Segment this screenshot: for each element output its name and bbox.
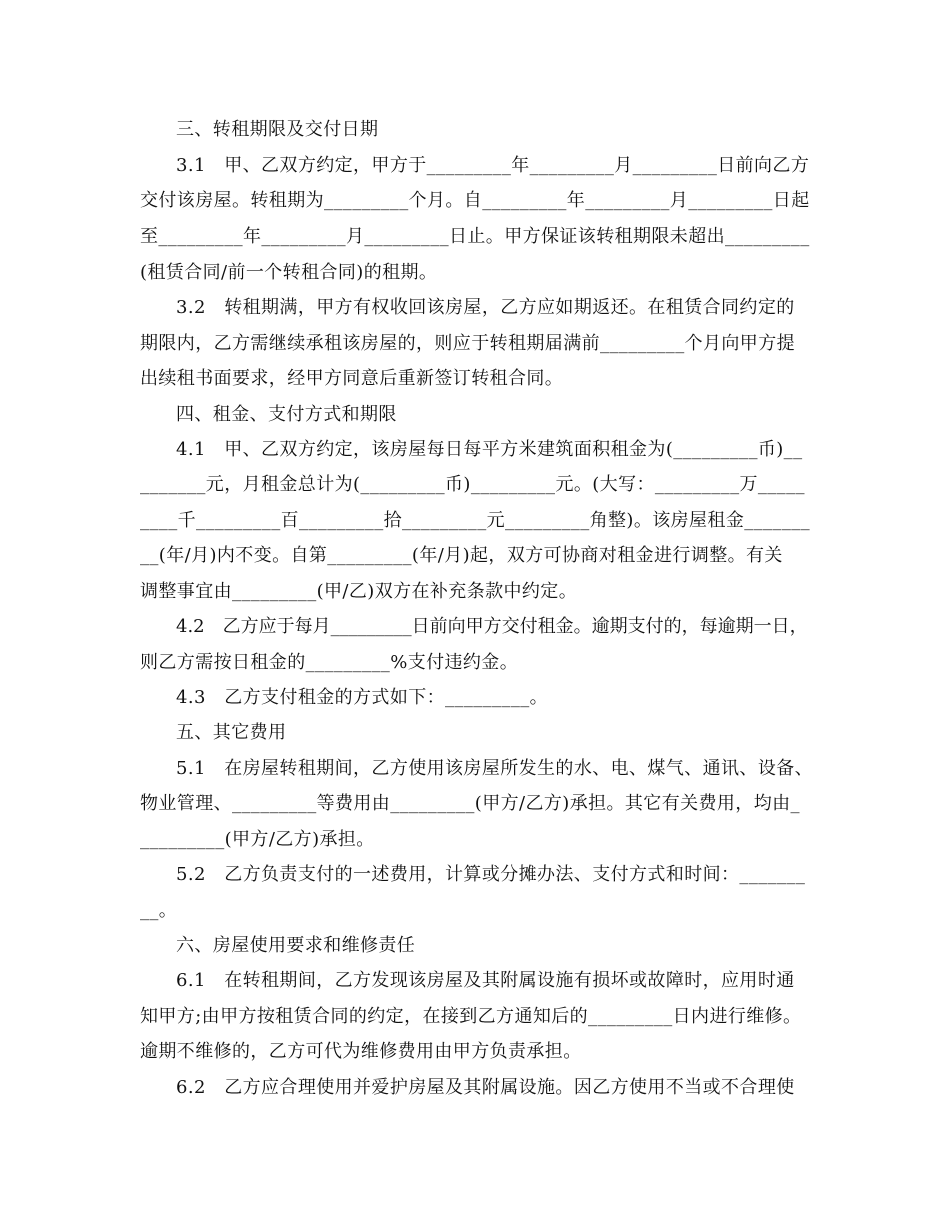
clause-4-3: 4.3 乙方支付租金的方式如下：_________。 (176, 687, 549, 708)
clause-4-2-line-1: 4.2 乙方应于每月_________日前向甲方交付租金。逾期支付的，每逾期一日， (176, 616, 808, 637)
clause-5-1-line-3: _________(甲方/乙方)承担。 (140, 829, 375, 850)
section-heading-4: 四、租金、支付方式和期限 (176, 404, 397, 425)
section-heading-6: 六、房屋使用要求和维修责任 (176, 935, 416, 956)
clause-6-1-line-1: 6.1 在转租期间，乙方发现该房屋及其附属设施有损坏或故障时，应用时通 (176, 970, 795, 991)
clause-4-1-line-4: __(年/月)内不变。自第_________(年/月)起，双方可协商对租金进行调整。有关 (140, 545, 783, 566)
clause-5-2-line-1: 5.2 乙方负责支付的一述费用，计算或分摊办法、支付方式和时间：_______ (176, 864, 806, 885)
clause-4-1-line-5: 调整事宜由_________(甲/乙)双方在补充条款中约定。 (140, 581, 578, 602)
clause-4-2-line-2: 则乙方需按日租金的_________%支付违约金。 (140, 652, 519, 673)
clause-4-1-line-3: ____千_________百_________拾_________元_________角整)。该房屋租金_______ (140, 510, 811, 531)
clause-5-2-line-2: __。 (140, 900, 178, 921)
clause-4-1-line-1: 4.1 甲、乙双方约定，该房屋每日每平方米建筑面积租金为(_________币)__ (176, 439, 803, 460)
clause-3-1-line-3: 至_________年_________月_________日止。甲方保证该转租期限未超出_________ (140, 226, 810, 247)
clause-3-2-line-1: 3.2 转租期满，甲方有权收回该房屋，乙方应如期返还。在租赁合同约定的 (176, 297, 795, 318)
clause-6-1-line-3: 逾期不维修的，乙方可代为维修费用由甲方负责承担。 (140, 1041, 582, 1062)
section-heading-3: 三、转租期限及交付日期 (176, 119, 379, 140)
clause-5-1-line-1: 5.1 在房屋转租期间，乙方使用该房屋所发生的水、电、煤气、通讯、设备、 (176, 758, 814, 779)
clause-3-2-line-2: 期限内，乙方需继续承租该房屋的，则应于转租期届满前_________个月向甲方提 (140, 333, 795, 354)
clause-6-1-line-2: 知甲方;由甲方按租赁合同的约定，在接到乙方通知后的_________日内进行维修。 (140, 1006, 802, 1027)
clause-3-1-line-4: (租赁合同/前一个转租合同)的租期。 (140, 262, 438, 283)
clause-3-2-line-3: 出续租书面要求，经甲方同意后重新签订转租合同。 (140, 368, 564, 389)
clause-4-1-line-2: _______元，月租金总计为(_________币)_________元。(大写：_________万_____ (140, 474, 805, 495)
clause-3-1-line-1: 3.1 甲、乙双方约定，甲方于_________年_________月_________日前向乙方 (176, 155, 810, 176)
clause-6-2-line-1: 6.2 乙方应合理使用并爱护房屋及其附属设施。因乙方使用不当或不合理使 (176, 1077, 795, 1098)
section-heading-5: 五、其它费用 (176, 722, 287, 743)
clause-3-1-line-2: 交付该房屋。转租期为_________个月。自_________年_________月_________日起 (140, 190, 810, 211)
clause-5-1-line-2: 物业管理、_________等费用由_________(甲方/乙方)承担。其它有关费用，均由_ (140, 793, 800, 814)
